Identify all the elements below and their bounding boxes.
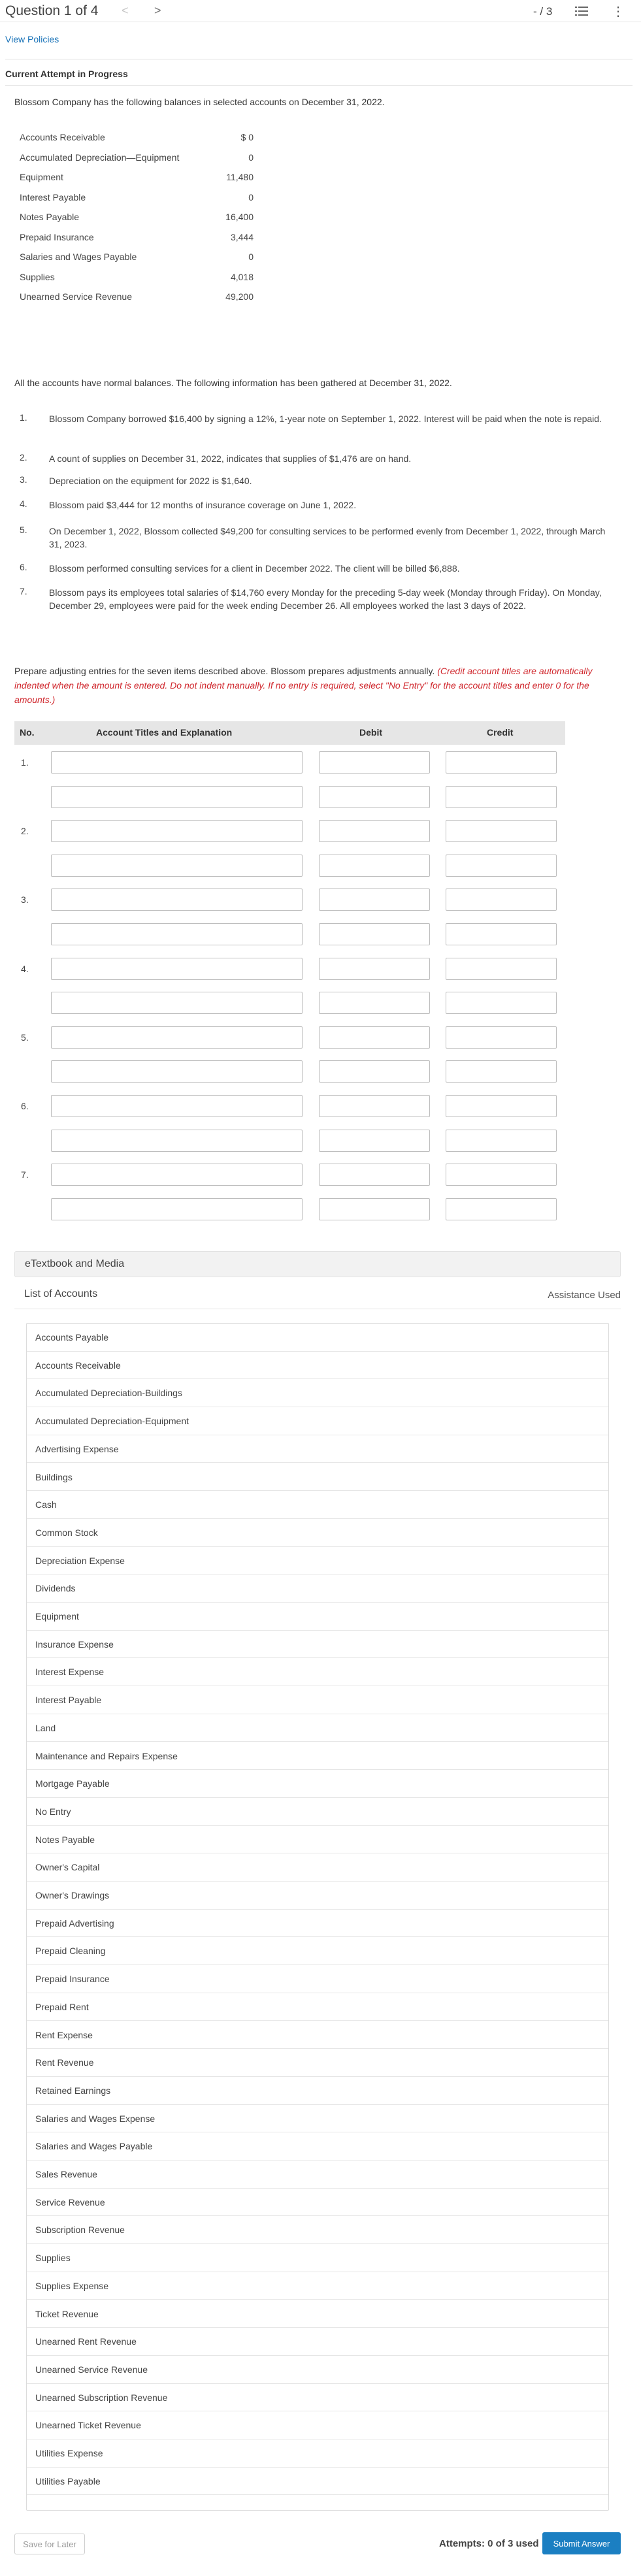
account-list-item[interactable] — [27, 1714, 608, 1742]
question-counter: Question 1 of 4 — [5, 3, 99, 18]
account-list-item[interactable] — [27, 2384, 608, 2412]
account-list-item[interactable] — [27, 2189, 608, 2217]
etextbook-media-label: eTextbook and Media — [25, 1258, 125, 1269]
account-name: Rent Expense — [35, 2029, 93, 2040]
account-name: Accounts Receivable — [35, 1360, 121, 1371]
debit-input[interactable] — [319, 1164, 430, 1186]
account-title-input[interactable] — [51, 751, 303, 774]
credit-input[interactable] — [446, 1130, 557, 1152]
account-name: Equipment — [35, 1611, 79, 1622]
entry-number: 4. — [21, 963, 29, 974]
account-list-item[interactable] — [27, 1574, 608, 1603]
account-list-item[interactable] — [27, 2411, 608, 2439]
account-list-item[interactable] — [27, 2160, 608, 2189]
item-text: Blossom paid $3,444 for 12 months of insurance coverage on June 1, 2022. — [49, 500, 357, 510]
account-list-item[interactable] — [27, 1853, 608, 1882]
account-list-item[interactable] — [27, 1993, 608, 2021]
item-text: Blossom Company borrowed $16,400 by signing a 12%, 1-year note on September 1, 2022. Interest will be paid when the note is repaid. — [49, 414, 602, 424]
question-score: - / 3 — [533, 5, 553, 18]
entry-number: 7. — [21, 1169, 29, 1181]
debit-input[interactable] — [319, 1060, 430, 1083]
account-name: Buildings — [35, 1471, 73, 1482]
account-list-item[interactable] — [27, 2132, 608, 2160]
debit-input[interactable] — [319, 1026, 430, 1049]
credit-input[interactable] — [446, 958, 557, 980]
account-name: Advertising Expense — [35, 1443, 119, 1454]
account-name: Notes Payable — [35, 1834, 95, 1845]
balance-row — [0, 212, 274, 225]
balance-amount: 0 — [248, 152, 254, 163]
account-name: Unearned Ticket Revenue — [35, 2420, 141, 2431]
problem-intro: Blossom Company has the following balances in selected accounts on December 31, 2022. — [14, 97, 385, 107]
credit-input[interactable] — [446, 1060, 557, 1083]
credit-input[interactable] — [446, 992, 557, 1014]
assistance-used-label: Assistance Used — [548, 1290, 621, 1301]
entry-number: 6. — [21, 1101, 29, 1111]
submit-answer-button[interactable]: Submit Answer — [542, 2532, 621, 2554]
column-debit: Debit — [359, 727, 382, 738]
account-list-item[interactable] — [27, 1910, 608, 1938]
account-name: Retained Earnings — [35, 2085, 111, 2096]
balance-amount: 0 — [248, 252, 254, 262]
balance-row — [0, 192, 274, 205]
account-name: Unearned Rent Revenue — [35, 2336, 137, 2347]
account-name: Sales Revenue — [35, 2169, 97, 2179]
account-name: Owner's Drawings — [35, 1890, 110, 1900]
item-text: Depreciation on the equipment for 2022 is $1,640. — [49, 476, 252, 486]
account-list-item[interactable] — [27, 1519, 608, 1547]
question-list-icon[interactable] — [575, 5, 588, 17]
account-name: Salaries and Wages Payable — [35, 2141, 153, 2152]
entry-number: 3. — [21, 894, 29, 905]
debit-input[interactable] — [319, 786, 430, 808]
account-list-item[interactable] — [27, 1826, 608, 1854]
account-list-item[interactable] — [27, 1742, 608, 1770]
item-text: On December 1, 2022, Blossom collected $49,200 for consulting services to be performed evenly from December 1, 2022, through March 31, 2023. — [49, 526, 606, 549]
next-question-icon[interactable]: > — [154, 4, 161, 17]
account-name: Supplies — [35, 2253, 71, 2264]
account-list-item[interactable] — [27, 1407, 608, 1435]
instruction-text — [14, 664, 616, 707]
item-number: 5. — [20, 525, 27, 535]
attempt-status: Current Attempt in Progress — [5, 69, 128, 79]
account-name: Insurance Expense — [35, 1639, 114, 1650]
balance-account: Salaries and Wages Payable — [20, 252, 137, 262]
question-header — [0, 0, 641, 22]
account-name: Rent Revenue — [35, 2057, 94, 2068]
divider — [5, 85, 633, 86]
account-list-item[interactable] — [27, 2356, 608, 2384]
credit-input[interactable] — [446, 889, 557, 911]
balance-row — [0, 291, 274, 304]
save-for-later-button[interactable]: Save for Later — [14, 2534, 85, 2554]
debit-input[interactable] — [319, 1095, 430, 1117]
account-list-item[interactable] — [27, 1770, 608, 1798]
account-name: Depreciation Expense — [35, 1555, 125, 1566]
balance-amount: 16,400 — [225, 212, 254, 222]
debit-input[interactable] — [319, 1198, 430, 1220]
balance-account: Prepaid Insurance — [20, 231, 94, 242]
account-name: Supplies Expense — [35, 2280, 109, 2291]
item-number: 7. — [20, 586, 27, 596]
account-list-item[interactable] — [27, 1547, 608, 1575]
account-name: No Entry — [35, 1806, 71, 1817]
account-list-item[interactable] — [27, 2105, 608, 2133]
account-list-item[interactable] — [27, 2439, 608, 2468]
credit-input[interactable] — [446, 1198, 557, 1220]
column-account-titles: Account Titles and Explanation — [96, 727, 233, 738]
account-list-item[interactable] — [27, 1352, 608, 1380]
account-name: Land — [35, 1722, 56, 1733]
balance-account: Interest Payable — [20, 191, 86, 203]
account-name: Unearned Service Revenue — [35, 2364, 148, 2375]
balance-account: Unearned Service Revenue — [20, 291, 132, 302]
account-list-item[interactable] — [27, 1882, 608, 1910]
debit-input[interactable] — [319, 1130, 430, 1152]
view-policies-link[interactable]: View Policies — [5, 34, 59, 44]
account-name: Maintenance and Repairs Expense — [35, 1750, 178, 1761]
balance-amount: $ 0 — [240, 132, 254, 142]
journal-table-header — [14, 721, 565, 745]
entry-number: 1. — [21, 757, 29, 768]
item-text: A count of supplies on December 31, 2022, indicates that supplies of $1,476 are on hand. — [49, 453, 412, 464]
account-list-item[interactable] — [27, 2300, 608, 2328]
balance-amount: 3,444 — [230, 231, 254, 242]
credit-input[interactable] — [446, 751, 557, 774]
attempts-counter: Attempts: 0 of 3 used — [439, 2538, 539, 2549]
entry-number: 5. — [21, 1032, 29, 1043]
balance-account: Notes Payable — [20, 212, 80, 222]
account-name: Accumulated Depreciation-Equipment — [35, 1416, 189, 1427]
balance-amount: 4,018 — [230, 271, 254, 282]
account-list-item[interactable] — [27, 2216, 608, 2244]
balance-account: Equipment — [20, 172, 63, 182]
account-list-item[interactable] — [27, 1965, 608, 1993]
account-name: Prepaid Insurance — [35, 1974, 110, 1985]
account-list-item[interactable] — [27, 1658, 608, 1686]
account-list-item[interactable] — [27, 2244, 608, 2272]
account-title-input[interactable] — [51, 1130, 303, 1152]
item-number: 4. — [20, 498, 27, 509]
account-list-item[interactable] — [27, 2049, 608, 2077]
account-name: Utilities Expense — [35, 2448, 103, 2458]
item-number: 3. — [20, 474, 27, 485]
account-name: Owner's Capital — [35, 1862, 100, 1873]
account-list-item[interactable] — [27, 1324, 608, 1352]
debit-input[interactable] — [319, 751, 430, 774]
debit-input[interactable] — [319, 992, 430, 1014]
column-no: No. — [20, 727, 35, 738]
account-name: Prepaid Advertising — [35, 1917, 114, 1929]
balance-row — [0, 232, 274, 245]
item-number: 2. — [20, 452, 27, 463]
debit-input[interactable] — [319, 923, 430, 945]
account-name: Interest Payable — [35, 1695, 102, 1706]
more-options-icon[interactable]: ⋮ — [612, 5, 625, 19]
account-list-item[interactable] — [27, 1435, 608, 1463]
credit-input[interactable] — [446, 855, 557, 877]
account-name: Dividends — [35, 1583, 76, 1594]
account-list-item[interactable] — [27, 2021, 608, 2049]
item-number: 6. — [20, 562, 27, 572]
balance-row — [0, 172, 274, 185]
account-title-input[interactable] — [51, 1198, 303, 1220]
account-name: Prepaid Cleaning — [35, 1946, 106, 1957]
account-list-item[interactable] — [27, 1379, 608, 1407]
account-name: Common Stock — [35, 1527, 98, 1538]
account-list-item[interactable] — [27, 1686, 608, 1714]
credit-input[interactable] — [446, 786, 557, 808]
list-of-accounts — [26, 1323, 609, 2511]
previous-question-icon[interactable]: < — [122, 4, 129, 17]
entry-number: 2. — [21, 826, 29, 837]
account-title-input[interactable] — [51, 820, 303, 842]
account-title-input[interactable] — [51, 1060, 303, 1083]
account-list-item[interactable] — [27, 2328, 608, 2356]
account-list-item[interactable] — [27, 1631, 608, 1659]
account-name: Service Revenue — [35, 2196, 105, 2208]
account-list-item[interactable] — [27, 1463, 608, 1492]
account-name: Ticket Revenue — [35, 2308, 99, 2319]
item-text: Blossom performed consulting services for a client in December 2022. The client will be billed $6,888. — [49, 563, 460, 574]
account-name: Salaries and Wages Expense — [35, 2113, 156, 2124]
balance-row — [0, 132, 274, 145]
account-title-input[interactable] — [51, 786, 303, 808]
balance-row — [0, 272, 274, 285]
account-title-input[interactable] — [51, 889, 303, 911]
account-title-input[interactable] — [51, 923, 303, 945]
account-list-item[interactable] — [27, 1603, 608, 1631]
credit-input[interactable] — [446, 1164, 557, 1186]
debit-input[interactable] — [319, 820, 430, 842]
account-title-input[interactable] — [51, 1026, 303, 1049]
account-title-input[interactable] — [51, 958, 303, 980]
account-title-input[interactable] — [51, 992, 303, 1014]
account-name: Interest Expense — [35, 1667, 105, 1678]
account-title-input[interactable] — [51, 855, 303, 877]
account-name: Accounts Payable — [35, 1332, 109, 1343]
account-list-item[interactable] — [27, 1491, 608, 1519]
balance-account: Accounts Receivable — [20, 132, 105, 142]
balance-amount: 0 — [248, 191, 254, 203]
account-name: Accumulated Depreciation-Buildings — [35, 1388, 182, 1399]
etextbook-media-panel[interactable] — [14, 1251, 621, 1277]
list-of-accounts-header — [14, 1282, 621, 1309]
account-list-item[interactable] — [27, 1937, 608, 1965]
debit-input[interactable] — [319, 889, 430, 911]
balance-row — [0, 152, 274, 165]
balance-amount: 11,480 — [226, 172, 254, 182]
credit-input[interactable] — [446, 820, 557, 842]
credit-input[interactable] — [446, 1095, 557, 1117]
account-list-item[interactable] — [27, 2272, 608, 2300]
account-title-input[interactable] — [51, 1164, 303, 1186]
credit-input[interactable] — [446, 1026, 557, 1049]
column-credit: Credit — [487, 727, 514, 738]
debit-input[interactable] — [319, 855, 430, 877]
instruction-main: Prepare adjusting entries for the seven items described above. Blossom prepares adjustments annually. — [14, 666, 435, 676]
item-number: 1. — [20, 412, 27, 423]
account-name: Unearned Subscription Revenue — [35, 2392, 168, 2403]
account-name: Utilities Payable — [35, 2475, 101, 2486]
list-of-accounts-title: List of Accounts — [24, 1288, 98, 1299]
information-intro: All the accounts have normal balances. The following information has been gathered at December 31, 2022. — [14, 378, 452, 388]
account-list-item[interactable] — [27, 2468, 608, 2496]
account-name: Prepaid Rent — [35, 2001, 89, 2012]
item-text: Blossom pays its employees total salaries of $14,760 every Monday for the preceding 5-day week (Monday through Friday). On Monday, December 29, employees were paid for the week ending December 26. All employees worked the last 3 days of 2022. — [49, 587, 602, 611]
debit-input[interactable] — [319, 958, 430, 980]
balance-amount: 49,200 — [225, 291, 254, 302]
balance-account: Supplies — [20, 271, 55, 282]
account-list-item[interactable] — [27, 2077, 608, 2105]
instruction-note: (Credit account titles are automatically indented when the amount is entered. Do not indent manually. If no entry is required, select "No Entry" for the account titles and enter 0 for the amounts.) — [14, 666, 593, 705]
credit-input[interactable] — [446, 923, 557, 945]
account-name: Mortgage Payable — [35, 1778, 110, 1789]
account-title-input[interactable] — [51, 1095, 303, 1117]
balance-row — [0, 252, 274, 265]
account-name: Subscription Revenue — [35, 2225, 125, 2236]
balance-account: Accumulated Depreciation—Equipment — [20, 152, 180, 163]
account-list-item[interactable] — [27, 1798, 608, 1826]
account-name: Cash — [35, 1499, 57, 1510]
